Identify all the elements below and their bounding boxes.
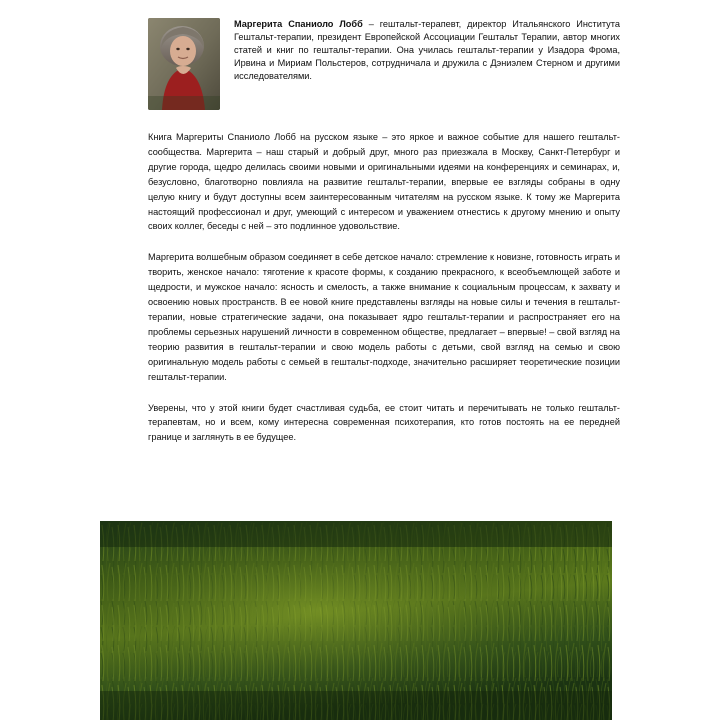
author-bio-text: – гештальт-терапевт, директор Итальянского Института Гештальт-терапии, президент Европейской Ассоциации Гештальт Терапии, автор многих статей и книг по гештальт-терапии. Она училась гештальт-терапии у Изадора Фрома, Ирвина и Мириам Польстеров, сотрудничала и дружила с Дэниэлем Стерном и другими исследователями.: [234, 19, 620, 82]
paragraph-1: Книга Маргериты Спаниоло Лобб на русском языке – это яркое и важное событие для нашего гештальт-сообщества. Маргерита – наш старый и добрый друг, много раз приезжала в Москву, Санкт-Петербург и другие города, щедро делилась своими новыми и оригинальными идеями на конференциях и семинарах, и, безусловно, благотворно повлияла на развитие гештальт-терапии, впервые ее взгляды собраны в одну целую книгу и будут доступны всем заинтересованным читателям на русском языке. К тому же Маргерита настоящий профессионал и друг, умеющий с интересом и уважением отнестись к другому мнению и опыту своих коллег, беседы с ней – это подлинное удовольствие.: [148, 132, 620, 232]
paragraph-3: Уверены, что у этой книги будет счастливая судьба, ее стоит читать и перечитывать не только гештальт-терапевтам, но и всем, кому интересна современная психотерапия, кто готов постоять на ее передней границе и заглянуть в ее будущее.: [148, 402, 620, 443]
author-name: Маргерита Спаниоло Лобб: [234, 19, 363, 29]
grass-photo: [100, 521, 612, 720]
paragraph-2: Маргерита волшебным образом соединяет в себе детское начало: стремление к новизне, готовность играть и творить, женское начало: тяготение к красоте формы, к созданию прекрасного, к всеобъемлющей заботе и щедрости, и мужское начало: ясность и смелость, а также внимание к социальным процессам, к захвату и освоению новых пространств. В ее новой книге представлены взгляды на новые силы и течения в гештальт-терапии, новые стратегические задачи, она показывает ядро гештальт-терапии и распространяет его на проблемы серьезных нарушений личности в современном обществе, предлагает – впервые! – свой взгляд на теорию развития в гештальт-терапии и свою модель работы с детьми, свой взгляд на семью и свою оригинальную модель работы с семьей в гештальт-подходе, значительно расширяет теоретические позиции гештальт-терапии.: [148, 252, 620, 382]
author-bio: [234, 18, 620, 83]
author-header-block: [0, 0, 720, 110]
portrait-photo: [148, 18, 220, 110]
body-text: [0, 130, 720, 445]
